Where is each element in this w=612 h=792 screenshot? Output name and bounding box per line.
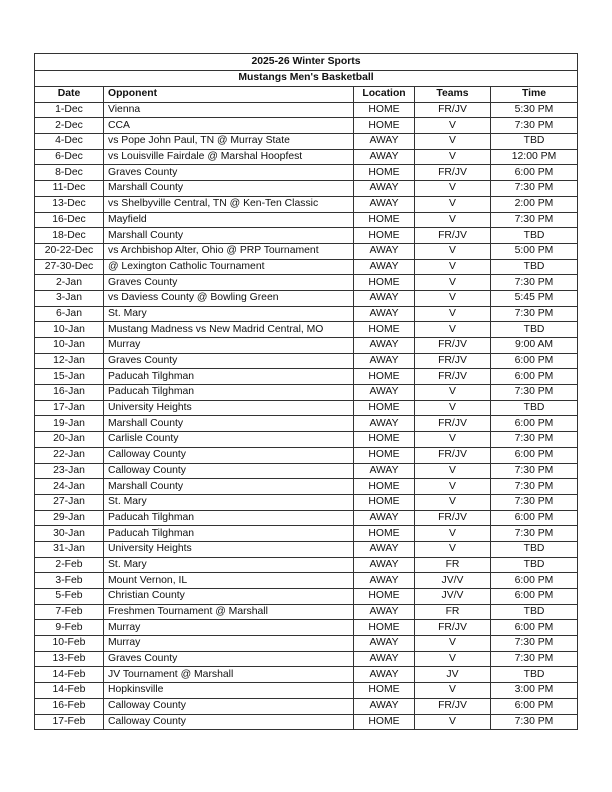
time-cell: 7:30 PM (491, 494, 578, 510)
location-cell: HOME (354, 432, 415, 448)
opponent-cell: University Heights (104, 541, 354, 557)
opponent-cell: Paducah Tilghman (104, 510, 354, 526)
date-cell: 10-Jan (35, 322, 104, 338)
location-cell: AWAY (354, 306, 415, 322)
opponent-cell: Carlisle County (104, 432, 354, 448)
date-cell: 12-Jan (35, 353, 104, 369)
opponent-cell: Marshall County (104, 228, 354, 244)
teams-cell: V (415, 432, 491, 448)
date-cell: 16-Feb (35, 698, 104, 714)
location-cell: AWAY (354, 510, 415, 526)
time-cell: TBD (491, 134, 578, 150)
location-cell: HOME (354, 118, 415, 134)
table-row (35, 416, 578, 432)
location-cell: HOME (354, 228, 415, 244)
opponent-cell: vs Daviess County @ Bowling Green (104, 290, 354, 306)
opponent-cell: Marshall County (104, 416, 354, 432)
table-row (35, 620, 578, 636)
table-row (35, 353, 578, 369)
time-cell: 6:00 PM (491, 353, 578, 369)
teams-cell: V (415, 683, 491, 699)
date-cell: 14-Feb (35, 667, 104, 683)
location-cell: AWAY (354, 338, 415, 354)
location-cell: AWAY (354, 604, 415, 620)
time-cell: 6:00 PM (491, 510, 578, 526)
time-cell: 7:30 PM (491, 714, 578, 730)
table-row (35, 118, 578, 134)
location-cell: AWAY (354, 243, 415, 259)
date-cell: 14-Feb (35, 683, 104, 699)
teams-cell: JV/V (415, 573, 491, 589)
location-cell: HOME (354, 212, 415, 228)
opponent-cell: Graves County (104, 275, 354, 291)
date-cell: 27-30-Dec (35, 259, 104, 275)
location-cell: HOME (354, 322, 415, 338)
schedule-table (34, 53, 578, 730)
date-cell: 3-Jan (35, 290, 104, 306)
location-cell: AWAY (354, 667, 415, 683)
date-cell: 3-Feb (35, 573, 104, 589)
teams-cell: FR (415, 604, 491, 620)
opponent-cell: Mustang Madness vs New Madrid Central, MO (104, 322, 354, 338)
teams-cell: V (415, 259, 491, 275)
time-cell: TBD (491, 557, 578, 573)
date-cell: 18-Dec (35, 228, 104, 244)
time-cell: 7:30 PM (491, 385, 578, 401)
date-cell: 4-Dec (35, 134, 104, 150)
table-row (35, 667, 578, 683)
sheet-title: 2025-26 Winter Sports (35, 54, 578, 71)
table-row (35, 636, 578, 652)
date-cell: 24-Jan (35, 479, 104, 495)
table-row (35, 369, 578, 385)
table-row (35, 322, 578, 338)
date-cell: 19-Jan (35, 416, 104, 432)
date-cell: 20-22-Dec (35, 243, 104, 259)
date-cell: 11-Dec (35, 181, 104, 197)
table-row (35, 683, 578, 699)
location-cell: AWAY (354, 134, 415, 150)
opponent-cell: Murray (104, 338, 354, 354)
opponent-cell: Murray (104, 636, 354, 652)
table-row (35, 447, 578, 463)
table-row (35, 526, 578, 542)
subtitle-row (35, 70, 578, 87)
location-cell: AWAY (354, 651, 415, 667)
table-row (35, 604, 578, 620)
table-row (35, 165, 578, 181)
table-row (35, 385, 578, 401)
opponent-cell: St. Mary (104, 557, 354, 573)
date-cell: 2-Feb (35, 557, 104, 573)
time-cell: 7:30 PM (491, 181, 578, 197)
header-location: Location (354, 87, 415, 103)
opponent-cell: Calloway County (104, 714, 354, 730)
opponent-cell: vs Louisville Fairdale @ Marshal Hoopfest (104, 149, 354, 165)
location-cell: HOME (354, 620, 415, 636)
time-cell: 9:00 AM (491, 338, 578, 354)
time-cell: 6:00 PM (491, 698, 578, 714)
table-row (35, 259, 578, 275)
time-cell: 7:30 PM (491, 275, 578, 291)
location-cell: HOME (354, 400, 415, 416)
time-cell: 7:30 PM (491, 432, 578, 448)
table-row (35, 228, 578, 244)
date-cell: 29-Jan (35, 510, 104, 526)
teams-cell: V (415, 181, 491, 197)
location-cell: HOME (354, 479, 415, 495)
time-cell: 6:00 PM (491, 447, 578, 463)
date-cell: 7-Feb (35, 604, 104, 620)
location-cell: HOME (354, 714, 415, 730)
time-cell: 5:45 PM (491, 290, 578, 306)
time-cell: 6:00 PM (491, 573, 578, 589)
teams-cell: V (415, 385, 491, 401)
time-cell: 12:00 PM (491, 149, 578, 165)
table-row (35, 243, 578, 259)
teams-cell: FR/JV (415, 353, 491, 369)
teams-cell: FR/JV (415, 165, 491, 181)
location-cell: AWAY (354, 541, 415, 557)
date-cell: 9-Feb (35, 620, 104, 636)
teams-cell: V (415, 479, 491, 495)
table-row (35, 432, 578, 448)
teams-cell: V (415, 541, 491, 557)
opponent-cell: Vienna (104, 102, 354, 118)
table-row (35, 541, 578, 557)
date-cell: 8-Dec (35, 165, 104, 181)
sheet-subtitle: Mustangs Men's Basketball (35, 70, 578, 87)
opponent-cell: vs Pope John Paul, TN @ Murray State (104, 134, 354, 150)
date-cell: 13-Dec (35, 196, 104, 212)
table-row (35, 651, 578, 667)
schedule-body (35, 102, 578, 730)
time-cell: 6:00 PM (491, 589, 578, 605)
date-cell: 22-Jan (35, 447, 104, 463)
table-row (35, 557, 578, 573)
location-cell: HOME (354, 526, 415, 542)
time-cell: 7:30 PM (491, 479, 578, 495)
table-row (35, 479, 578, 495)
date-cell: 2-Jan (35, 275, 104, 291)
date-cell: 16-Dec (35, 212, 104, 228)
teams-cell: V (415, 149, 491, 165)
opponent-cell: vs Shelbyville Central, TN @ Ken-Ten Classic (104, 196, 354, 212)
header-teams: Teams (415, 87, 491, 103)
time-cell: TBD (491, 322, 578, 338)
date-cell: 6-Jan (35, 306, 104, 322)
date-cell: 17-Feb (35, 714, 104, 730)
date-cell: 2-Dec (35, 118, 104, 134)
opponent-cell: Marshall County (104, 479, 354, 495)
table-row (35, 149, 578, 165)
date-cell: 20-Jan (35, 432, 104, 448)
location-cell: AWAY (354, 636, 415, 652)
table-row (35, 290, 578, 306)
opponent-cell: Calloway County (104, 463, 354, 479)
opponent-cell: Mount Vernon, IL (104, 573, 354, 589)
teams-cell: FR/JV (415, 447, 491, 463)
teams-cell: FR/JV (415, 228, 491, 244)
teams-cell: V (415, 636, 491, 652)
teams-cell: V (415, 306, 491, 322)
time-cell: 3:00 PM (491, 683, 578, 699)
opponent-cell: Murray (104, 620, 354, 636)
time-cell: 5:30 PM (491, 102, 578, 118)
date-cell: 5-Feb (35, 589, 104, 605)
teams-cell: FR/JV (415, 369, 491, 385)
time-cell: 7:30 PM (491, 212, 578, 228)
teams-cell: FR (415, 557, 491, 573)
table-row (35, 196, 578, 212)
location-cell: HOME (354, 494, 415, 510)
opponent-cell: Graves County (104, 165, 354, 181)
teams-cell: V (415, 196, 491, 212)
teams-cell: V (415, 400, 491, 416)
location-cell: HOME (354, 275, 415, 291)
date-cell: 13-Feb (35, 651, 104, 667)
time-cell: 7:30 PM (491, 306, 578, 322)
table-row (35, 134, 578, 150)
title-row (35, 54, 578, 71)
time-cell: 7:30 PM (491, 118, 578, 134)
opponent-cell: Calloway County (104, 447, 354, 463)
header-opponent: Opponent (104, 87, 354, 103)
teams-cell: V (415, 212, 491, 228)
location-cell: HOME (354, 369, 415, 385)
opponent-cell: University Heights (104, 400, 354, 416)
teams-cell: V (415, 290, 491, 306)
teams-cell: V (415, 526, 491, 542)
table-row (35, 463, 578, 479)
time-cell: 6:00 PM (491, 165, 578, 181)
opponent-cell: vs Archbishop Alter, Ohio @ PRP Tournament (104, 243, 354, 259)
opponent-cell: St. Mary (104, 306, 354, 322)
time-cell: 2:00 PM (491, 196, 578, 212)
teams-cell: FR/JV (415, 338, 491, 354)
opponent-cell: Graves County (104, 353, 354, 369)
location-cell: HOME (354, 447, 415, 463)
location-cell: AWAY (354, 698, 415, 714)
location-cell: AWAY (354, 573, 415, 589)
opponent-cell: Paducah Tilghman (104, 385, 354, 401)
date-cell: 1-Dec (35, 102, 104, 118)
location-cell: AWAY (354, 259, 415, 275)
opponent-cell: Paducah Tilghman (104, 369, 354, 385)
date-cell: 10-Feb (35, 636, 104, 652)
opponent-cell: Marshall County (104, 181, 354, 197)
table-row (35, 275, 578, 291)
time-cell: TBD (491, 541, 578, 557)
teams-cell: V (415, 714, 491, 730)
teams-cell: FR/JV (415, 416, 491, 432)
table-row (35, 714, 578, 730)
location-cell: AWAY (354, 181, 415, 197)
time-cell: TBD (491, 259, 578, 275)
opponent-cell: Freshmen Tournament @ Marshall (104, 604, 354, 620)
time-cell: TBD (491, 400, 578, 416)
header-time: Time (491, 87, 578, 103)
location-cell: AWAY (354, 463, 415, 479)
opponent-cell: Christian County (104, 589, 354, 605)
time-cell: TBD (491, 228, 578, 244)
time-cell: TBD (491, 667, 578, 683)
location-cell: HOME (354, 683, 415, 699)
teams-cell: V (415, 322, 491, 338)
teams-cell: FR/JV (415, 620, 491, 636)
table-row (35, 102, 578, 118)
table-row (35, 494, 578, 510)
time-cell: 7:30 PM (491, 463, 578, 479)
schedule-sheet (34, 53, 577, 730)
time-cell: 6:00 PM (491, 620, 578, 636)
opponent-cell: CCA (104, 118, 354, 134)
header-row (35, 87, 578, 103)
table-row (35, 212, 578, 228)
table-row (35, 338, 578, 354)
time-cell: 6:00 PM (491, 416, 578, 432)
location-cell: AWAY (354, 416, 415, 432)
date-cell: 30-Jan (35, 526, 104, 542)
opponent-cell: @ Lexington Catholic Tournament (104, 259, 354, 275)
time-cell: 6:00 PM (491, 369, 578, 385)
location-cell: HOME (354, 102, 415, 118)
table-row (35, 510, 578, 526)
opponent-cell: Graves County (104, 651, 354, 667)
table-row (35, 306, 578, 322)
date-cell: 23-Jan (35, 463, 104, 479)
teams-cell: FR/JV (415, 102, 491, 118)
location-cell: AWAY (354, 290, 415, 306)
location-cell: AWAY (354, 149, 415, 165)
teams-cell: V (415, 463, 491, 479)
table-row (35, 573, 578, 589)
time-cell: TBD (491, 604, 578, 620)
time-cell: 5:00 PM (491, 243, 578, 259)
opponent-cell: Paducah Tilghman (104, 526, 354, 542)
table-row (35, 181, 578, 197)
table-row (35, 400, 578, 416)
teams-cell: JV/V (415, 589, 491, 605)
table-row (35, 589, 578, 605)
time-cell: 7:30 PM (491, 651, 578, 667)
date-cell: 27-Jan (35, 494, 104, 510)
header-date: Date (35, 87, 104, 103)
opponent-cell: Calloway County (104, 698, 354, 714)
opponent-cell: Hopkinsville (104, 683, 354, 699)
opponent-cell: JV Tournament @ Marshall (104, 667, 354, 683)
date-cell: 31-Jan (35, 541, 104, 557)
location-cell: HOME (354, 165, 415, 181)
teams-cell: V (415, 651, 491, 667)
teams-cell: FR/JV (415, 698, 491, 714)
teams-cell: V (415, 494, 491, 510)
location-cell: AWAY (354, 385, 415, 401)
date-cell: 16-Jan (35, 385, 104, 401)
teams-cell: V (415, 243, 491, 259)
location-cell: AWAY (354, 353, 415, 369)
opponent-cell: Mayfield (104, 212, 354, 228)
date-cell: 17-Jan (35, 400, 104, 416)
location-cell: AWAY (354, 196, 415, 212)
date-cell: 6-Dec (35, 149, 104, 165)
time-cell: 7:30 PM (491, 636, 578, 652)
teams-cell: FR/JV (415, 510, 491, 526)
teams-cell: JV (415, 667, 491, 683)
teams-cell: V (415, 118, 491, 134)
teams-cell: V (415, 275, 491, 291)
table-row (35, 698, 578, 714)
date-cell: 10-Jan (35, 338, 104, 354)
opponent-cell: St. Mary (104, 494, 354, 510)
location-cell: HOME (354, 589, 415, 605)
teams-cell: V (415, 134, 491, 150)
date-cell: 15-Jan (35, 369, 104, 385)
location-cell: AWAY (354, 557, 415, 573)
time-cell: 7:30 PM (491, 526, 578, 542)
